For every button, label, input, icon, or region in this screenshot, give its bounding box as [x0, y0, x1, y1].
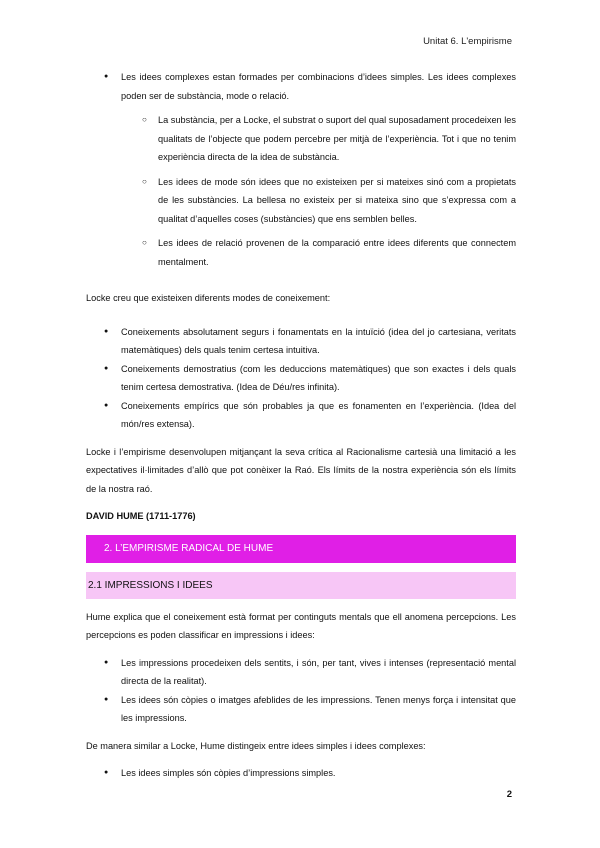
page-number: 2 [506, 789, 512, 800]
list-item: ● Les idees complexes estan formades per combinacions d’idees simples. Les idees complexes poden ser de substància, mode o relació. [86, 68, 516, 105]
list-item: ● Les impressions procedeixen dels sentits, i són, per tant, vives i intenses (representació mental directa de la realitat). [86, 654, 516, 691]
section-heading: 2. L’EMPIRISME RADICAL DE HUME [86, 535, 516, 563]
paragraph: Locke creu que existeixen diferents modes de coneixement: [86, 293, 331, 303]
knowledge-list [86, 323, 516, 434]
paragraph: Locke i l’empirisme desenvolupen mitjançant la seva crítica al Racionalisme cartesià una limitació a les expectatives il·limitades d’allò que pot conèixer la Raó. Els límits de la nostra experiència són els límits de la nostra raó. [86, 446, 516, 494]
list-item: ○ Les idees de relació provenen de la comparació entre idees diferents que connectem mentalment. [86, 234, 516, 271]
list-item: ○ Les idees de mode són idees que no existeixen per si mateixes sinó com a propietats de les substàncies. La bellesa no existeix per si mateixa sino que s’expressa com a qualitat d’aquelles coses (substàncies) que ens semblen belles. [86, 173, 516, 229]
hume-heading: DAVID HUME (1711-1776) [86, 511, 196, 521]
perceptions-list [86, 654, 516, 728]
list-item: ○ La substància, per a Locke, el substrat o suport del qual suposadament procedeixen les qualitats de l’objecte que podem percebre per mitjà de l’experiència. Tot i que no tenim experiència directa de la idea de substància. [86, 111, 516, 167]
list-item: ● Coneixements empírics que són probables ja que es fonamenten en l’experiència. (Idea del món/res extensa). [86, 397, 516, 434]
list-item: ● Les idees simples són còpies d’impressions simples. [86, 764, 516, 783]
simple-ideas-list [86, 764, 516, 783]
subsection-heading: 2.1 IMPRESSIONS I IDEES [86, 572, 516, 599]
list-item: ● Coneixements demostratius (com les deduccions matemàtiques) que son exactes i dels quals tenim certesa demostrativa. (Idea de Déu/res infinita). [86, 360, 516, 397]
page-content [86, 68, 516, 783]
page-header: Unitat 6. L'empirisme [423, 36, 512, 47]
complex-ideas-sublist [86, 111, 516, 271]
paragraph: De manera similar a Locke, Hume distingeix entre idees simples i idees complexes: [86, 740, 426, 751]
list-item: ● Les idees són còpies o imatges afeblides de les impressions. Tenen menys força i intensitat que les impressions. [86, 691, 516, 728]
paragraph: Hume explica que el coneixement està format per continguts mentals que ell anomena percepcions. Les percepcions es poden classificar en impressions i idees: [86, 611, 516, 640]
list-item: ● Coneixements absolutament segurs i fonamentats en la intuïció (idea del jo cartesiana, veritats matemàtiques) dels quals tenim certesa intuitiva. [86, 323, 516, 360]
complex-ideas-list [86, 68, 516, 105]
